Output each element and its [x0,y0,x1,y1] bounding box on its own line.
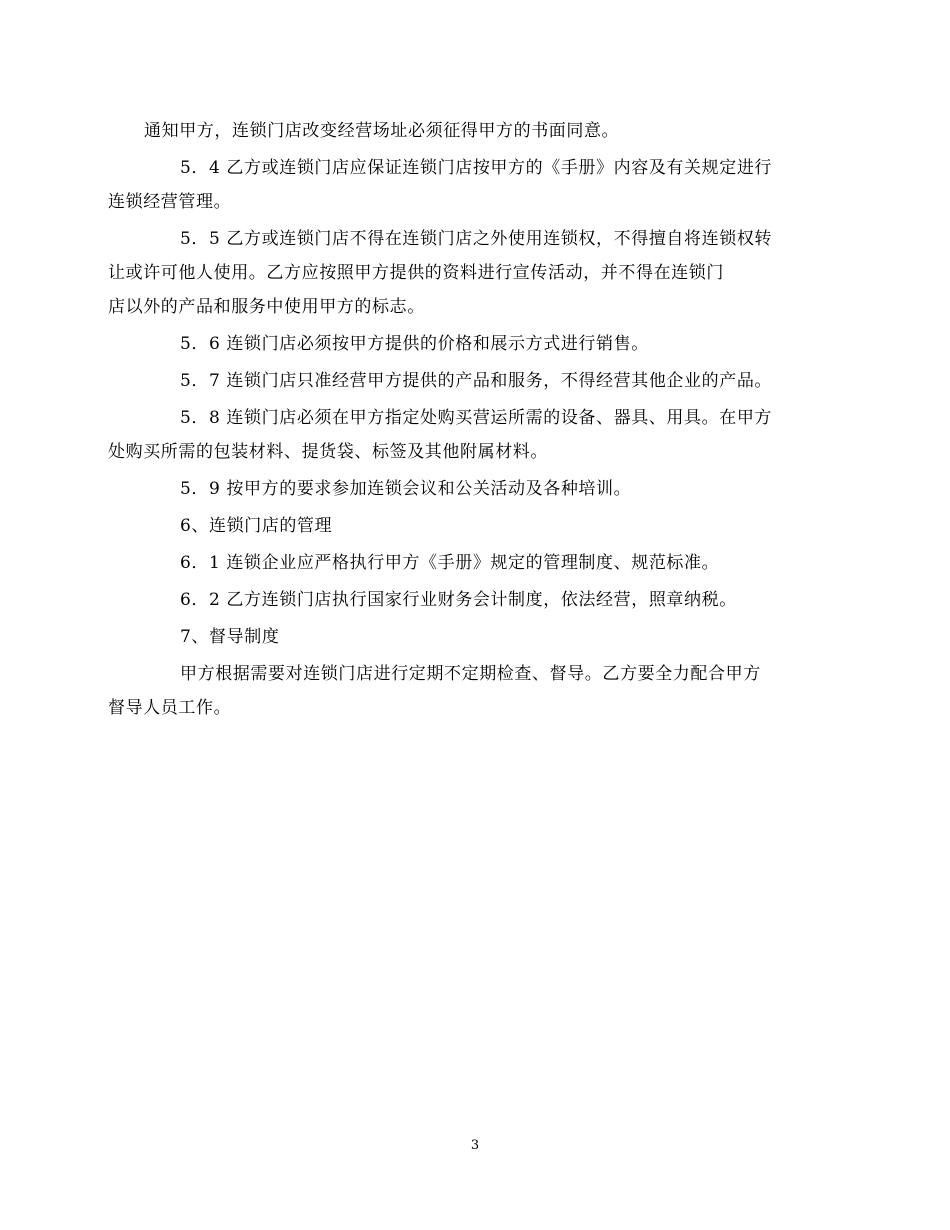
paragraph-5-4 [108,151,806,219]
text-line: 5．4 乙方或连锁门店应保证连锁门店按甲方的《手册》内容及有关规定进行 [180,158,773,178]
paragraph-5-5 [108,222,806,324]
text-line: 5．6 连锁门店必须按甲方提供的价格和展示方式进行销售。 [180,334,649,354]
text-line: 5．5 乙方或连锁门店不得在连锁门店之外使用连锁权，不得擅自将连锁权转 [180,229,773,249]
text-line: 通知甲方，连锁门店改变经营场址必须征得甲方的书面同意。 [144,121,620,141]
paragraph-supervision [108,657,806,725]
text-line: 让或许可他人使用。乙方应按照甲方提供的资料进行宣传活动，并不得在连锁门 [108,263,724,283]
text-line: 甲方根据需要对连锁门店进行定期不定期检查、督导。乙方要全力配合甲方 [180,664,761,684]
text-line: 店以外的产品和服务中使用甲方的标志。 [108,297,425,317]
paragraph-6-2 [144,583,806,617]
page-number: 3 [470,1138,480,1153]
paragraph-5-9 [144,472,806,506]
text-line: 6．2 乙方连锁门店执行国家行业财务会计制度，依法经营，照章纳税。 [180,590,737,610]
text-line: 处购买所需的包装材料、提货袋、标签及其他附属材料。 [108,442,548,462]
text-line: 6．1 连锁企业应严格执行甲方《手册》规定的管理制度、规范标准。 [180,553,720,573]
text-line: 5．9 按甲方的要求参加连锁会议和公关活动及各种培训。 [180,479,632,499]
paragraph-5-6 [144,327,806,361]
paragraph-5-8 [108,401,806,469]
text-line: 5．7 连锁门店只准经营甲方提供的产品和服务，不得经营其他企业的产品。 [180,371,773,391]
document-body [108,114,806,728]
text-line: 7、督导制度 [180,627,280,647]
section-heading-6 [144,509,806,543]
paragraph-notice [144,114,806,148]
text-line: 5．8 连锁门店必须在甲方指定处购买营运所需的设备、器具、用具。在甲方 [180,408,773,428]
paragraph-6-1 [144,546,806,580]
paragraph-5-7 [144,364,806,398]
text-line: 督导人员工作。 [108,698,232,718]
text-line: 连锁经营管理。 [108,192,232,212]
section-heading-7 [144,620,806,654]
text-line: 6、连锁门店的管理 [180,516,333,536]
